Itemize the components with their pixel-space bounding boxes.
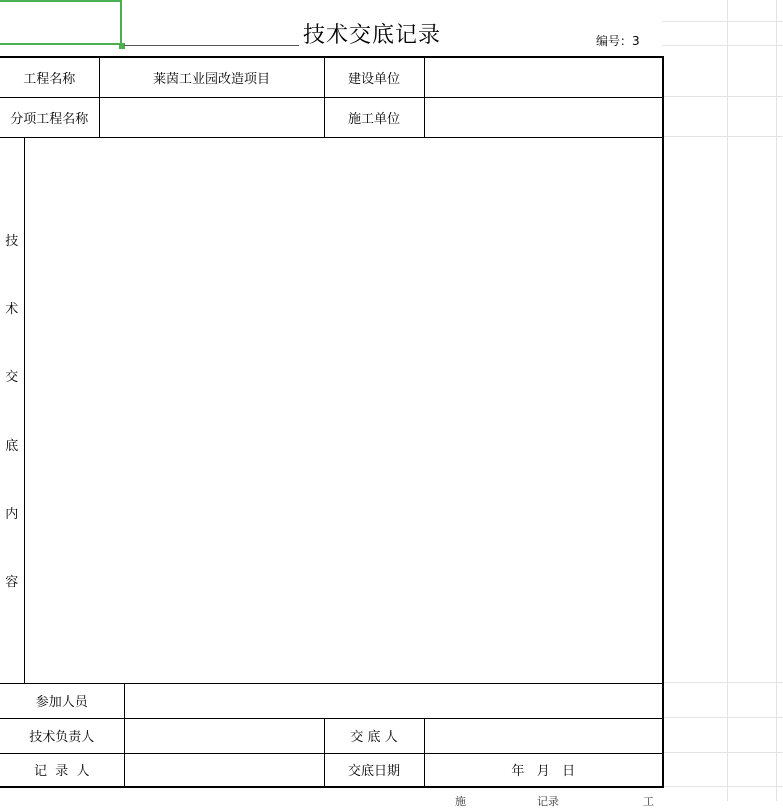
project-name-label: 工程名称 <box>0 57 99 97</box>
footer-fragment: 施 <box>455 795 466 808</box>
grid-row-line <box>662 96 783 97</box>
discloser-label: 交 底 人 <box>324 718 424 753</box>
content-label-char: 交 <box>5 370 19 386</box>
date-label: 交底日期 <box>324 753 424 787</box>
content-cell[interactable] <box>24 137 663 683</box>
contractor-cell[interactable] <box>424 97 663 137</box>
content-label <box>0 137 24 683</box>
grid-row-line <box>662 752 783 753</box>
grid-column-line <box>776 0 777 801</box>
grid-row-line <box>662 786 783 787</box>
content-label-char: 技 <box>5 234 19 249</box>
selected-cell[interactable] <box>0 0 122 45</box>
page-title: 技术交底记录 <box>303 23 442 48</box>
project-name-cell[interactable]: 莱茵工业园改造项目 <box>99 57 324 97</box>
content-label-char: 底 <box>5 438 19 454</box>
grid-row-line <box>662 136 783 137</box>
content-label-char: 容 <box>5 574 19 590</box>
participants-label: 参加人员 <box>0 683 124 718</box>
grid-row-line <box>662 717 783 718</box>
footer-fragment: 工 <box>643 795 654 808</box>
subproject-label: 分项工程名称 <box>0 97 99 137</box>
title-underline <box>124 45 299 46</box>
serial-number: 编号：3 <box>596 34 640 48</box>
content-label-char: 术 <box>5 302 19 318</box>
recorder-label: 记 录 人 <box>0 753 124 787</box>
construction-unit-label: 建设单位 <box>324 57 424 97</box>
grid-row-line <box>662 21 783 22</box>
content-label-char: 内 <box>5 506 19 522</box>
tech-lead-cell[interactable] <box>124 718 324 753</box>
grid-row-line <box>662 682 783 683</box>
recorder-cell[interactable] <box>124 753 324 787</box>
fill-handle[interactable] <box>119 43 125 49</box>
participants-cell[interactable] <box>124 683 663 718</box>
tech-lead-label: 技术负责人 <box>0 718 124 753</box>
date-cell[interactable]: 年 月 日 <box>424 753 663 787</box>
footer-fragment: 记录 <box>537 795 559 808</box>
grid-row-line <box>662 45 783 46</box>
disclosure-form <box>0 56 664 788</box>
construction-unit-cell[interactable] <box>424 57 663 97</box>
contractor-label: 施工单位 <box>324 97 424 137</box>
discloser-cell[interactable] <box>424 718 663 753</box>
grid-column-line <box>727 0 728 801</box>
subproject-cell[interactable] <box>99 97 324 137</box>
